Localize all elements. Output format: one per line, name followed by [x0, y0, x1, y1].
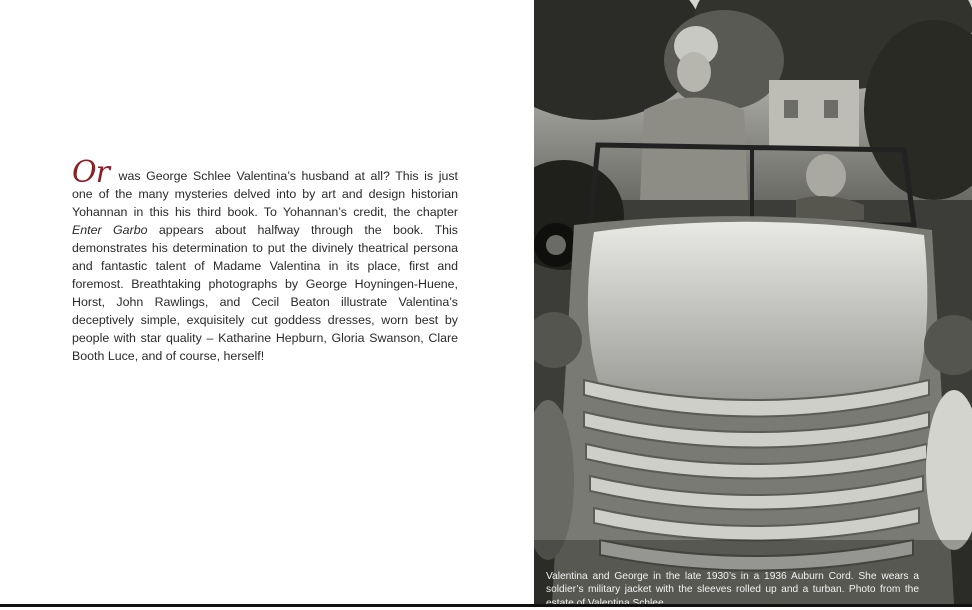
- paragraph-text-part-1: was George Schlee Valentina’s husband at all? This is just one of the many mysteries delved into by art and design historian Yohannan in this his third book. To Yohannan’s credit, the chapter: [72, 169, 458, 220]
- article-paragraph: [72, 155, 458, 365]
- photo-caption: Valentina and George in the late 1930’s in a 1936 Auburn Cord. She wears a soldier’s military jacket with the sleeves rolled up and a turban. Photo from the: [546, 571, 919, 596]
- book-chapter-title: Enter Garbo: [72, 223, 148, 238]
- photo-valentina-george-auburn-cord: [534, 0, 972, 604]
- paragraph-text-part-2: appears about halfway through the book. This demonstrates his determination to put the divinely theatrical persona and fantastic talent of Madame Valentina in its place, first and foremost. Breathtaking photographs by George Hoyningen-Huene, Horst, John Rawlings, and Cecil Beaton illustrate Valentina’s deceptively simple, exquisitely cut goddess dresses, worn best by people with star quality – Katharine Hepburn, Gloria Swanson, Clare Booth Luce, and of course, herself!: [72, 223, 458, 364]
- photo-illustration: [534, 0, 972, 604]
- drop-initial: Or: [72, 155, 109, 191]
